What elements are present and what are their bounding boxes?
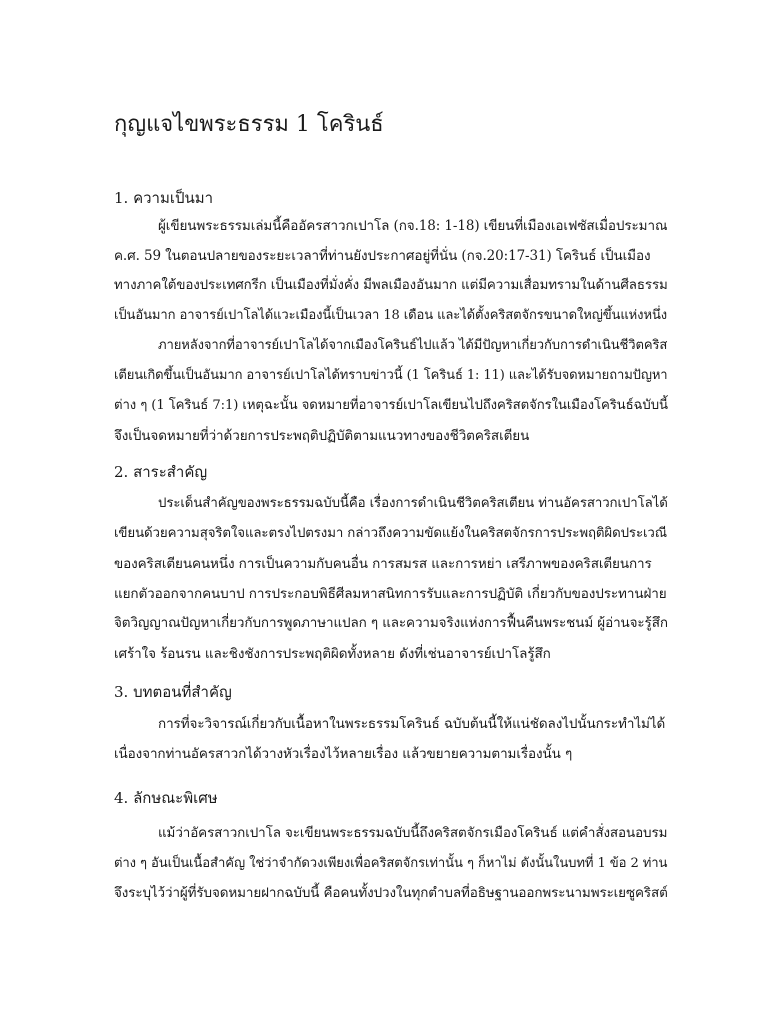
paragraph-line: เตียนเกิดขึ้นเป็นอันมาก อาจารย์เปาโลได้ทราบข่าวนี้ (1 โครินธ์ 1: 11) และได้รับจดหมายถามปัญหา	[114, 368, 668, 383]
paragraph-line: แม้ว่าอัครสาวกเปาโล จะเขียนพระธรรมฉบับนี้ถึงคริสตจักรเมืองโครินธ์ แต่คำสั่งสอนอบรม	[158, 826, 668, 841]
paragraph-line: จิตวิญญาณปัญหาเกี่ยวกับการพูดภาษาแปลก ๆ และความจริงแห่งการฟื้นคืนพระชนม์ ผู้อ่านจะรู้สึก	[114, 615, 668, 631]
document-title: กุญแจไขพระธรรม 1 โครินธ์	[114, 112, 384, 137]
section-heading-key-passages: 3. บทตอนที่สำคัญ	[114, 683, 232, 701]
paragraph-line: ต่าง ๆ (1 โครินธ์ 7:1) เหตุฉะนั้น จดหมายที่อาจารย์เปาโลเขียนไปถึงคริสตจักรในเมืองโครินธ์ฉบับนี้	[114, 398, 668, 413]
paragraph-line: ภายหลังจากที่อาจารย์เปาโลได้จากเมืองโครินธ์ไปแล้ว ได้มีปัญหาเกี่ยวกับการดำเนินชีวิตคริส	[158, 338, 668, 353]
paragraph-line: เนื่องจากท่านอัครสาวกได้วางหัวเรื่องไว้หลายเรื่อง แล้วขยายความตามเรื่องนั้น ๆ	[114, 746, 573, 762]
paragraph-line: จึงระบุไว้ว่าผู้ที่รับจดหมายฝากฉบับนี้ คือคนทั้งปวงในทุกตำบลที่อธิษฐานออกพระนามพระเยซูคริสต์	[114, 886, 668, 901]
paragraph-line: ของคริสเตียนคนหนึ่ง การเป็นความกับคนอื่น การสมรส และการหย่า เสรีภาพของคริสเตียนการ	[114, 556, 652, 572]
section-heading-special-features: 4. ลักษณะพิเศษ	[114, 789, 218, 807]
paragraph-line: ผู้เขียนพระธรรมเล่มนี้คืออัครสาวกเปาโล (กจ.18: 1-18) เขียนที่เมืองเอเฟซัสเมื่อประมาณ	[158, 218, 668, 234]
section-heading-key-content: 2. สาระสำคัญ	[114, 463, 208, 481]
paragraph-line: เขียนด้วยความสุจริตใจและตรงไปตรงมา กล่าวถึงความขัดแย้งในคริสตจักรการประพฤติผิดประเวณี	[114, 526, 667, 541]
section-heading-background: 1. ความเป็นมา	[114, 189, 214, 207]
paragraph-line: เศร้าใจ ร้อนรน และชิงชังการประพฤติผิดทั้งหลาย ดังที่เช่นอาจารย์เปาโลรู้สึก	[114, 646, 551, 662]
paragraph-line: ต่าง ๆ อันเป็นเนื้อสำคัญ ใช่ว่าจำกัดวงเพียงเพื่อคริสตจักรเท่านั้น ๆ ก็หาไม่ ดังนั้นในบทที่ 1 ข้อ 2 ท่าน	[114, 856, 668, 871]
paragraph-line: เป็นอันมาก อาจารย์เปาโลได้แวะเมืองนี้เป็นเวลา 18 เดือน และได้ตั้งคริสตจักรขนาดใหญ่ขึ้นแห่งหนึ่ง	[114, 308, 668, 323]
paragraph-line: ทางภาคใต้ของประเทศกรีก เป็นเมืองที่มั่งคั่ง มีพลเมืองอันมาก แต่มีความเสื่อมทรามในด้านศีลธรรม	[114, 278, 668, 293]
paragraph-line: แยกตัวออกจากคนบาป การประกอบพิธีศีลมหาสนิทการรับและการปฏิบัติ เกี่ยวกับของประทานฝ่าย	[114, 586, 667, 602]
paragraph-line: การที่จะวิจารณ์เกี่ยวกับเนื้อหาในพระธรรมโครินธ์ ฉบับต้นนี้ให้แน่ชัดลงไปนั้นกระทำไม่ได้	[158, 716, 666, 732]
paragraph-line: จึงเป็นจดหมายที่ว่าด้วยการประพฤติปฏิบัติตามแนวทางของชีวิตคริสเตียน	[114, 428, 530, 444]
paragraph-line: ประเด็นสำคัญของพระธรรมฉบับนี้คือ เรื่องการดำเนินชีวิตคริสเตียน ท่านอัครสาวกเปาโลได้	[158, 496, 668, 511]
paragraph-line: ค.ศ. 59 ในตอนปลายของระยะเวลาที่ท่านยังประกาศอยู่ที่นั่น (กจ.20:17-31) โครินธ์ เป็นเมือง	[114, 248, 651, 264]
